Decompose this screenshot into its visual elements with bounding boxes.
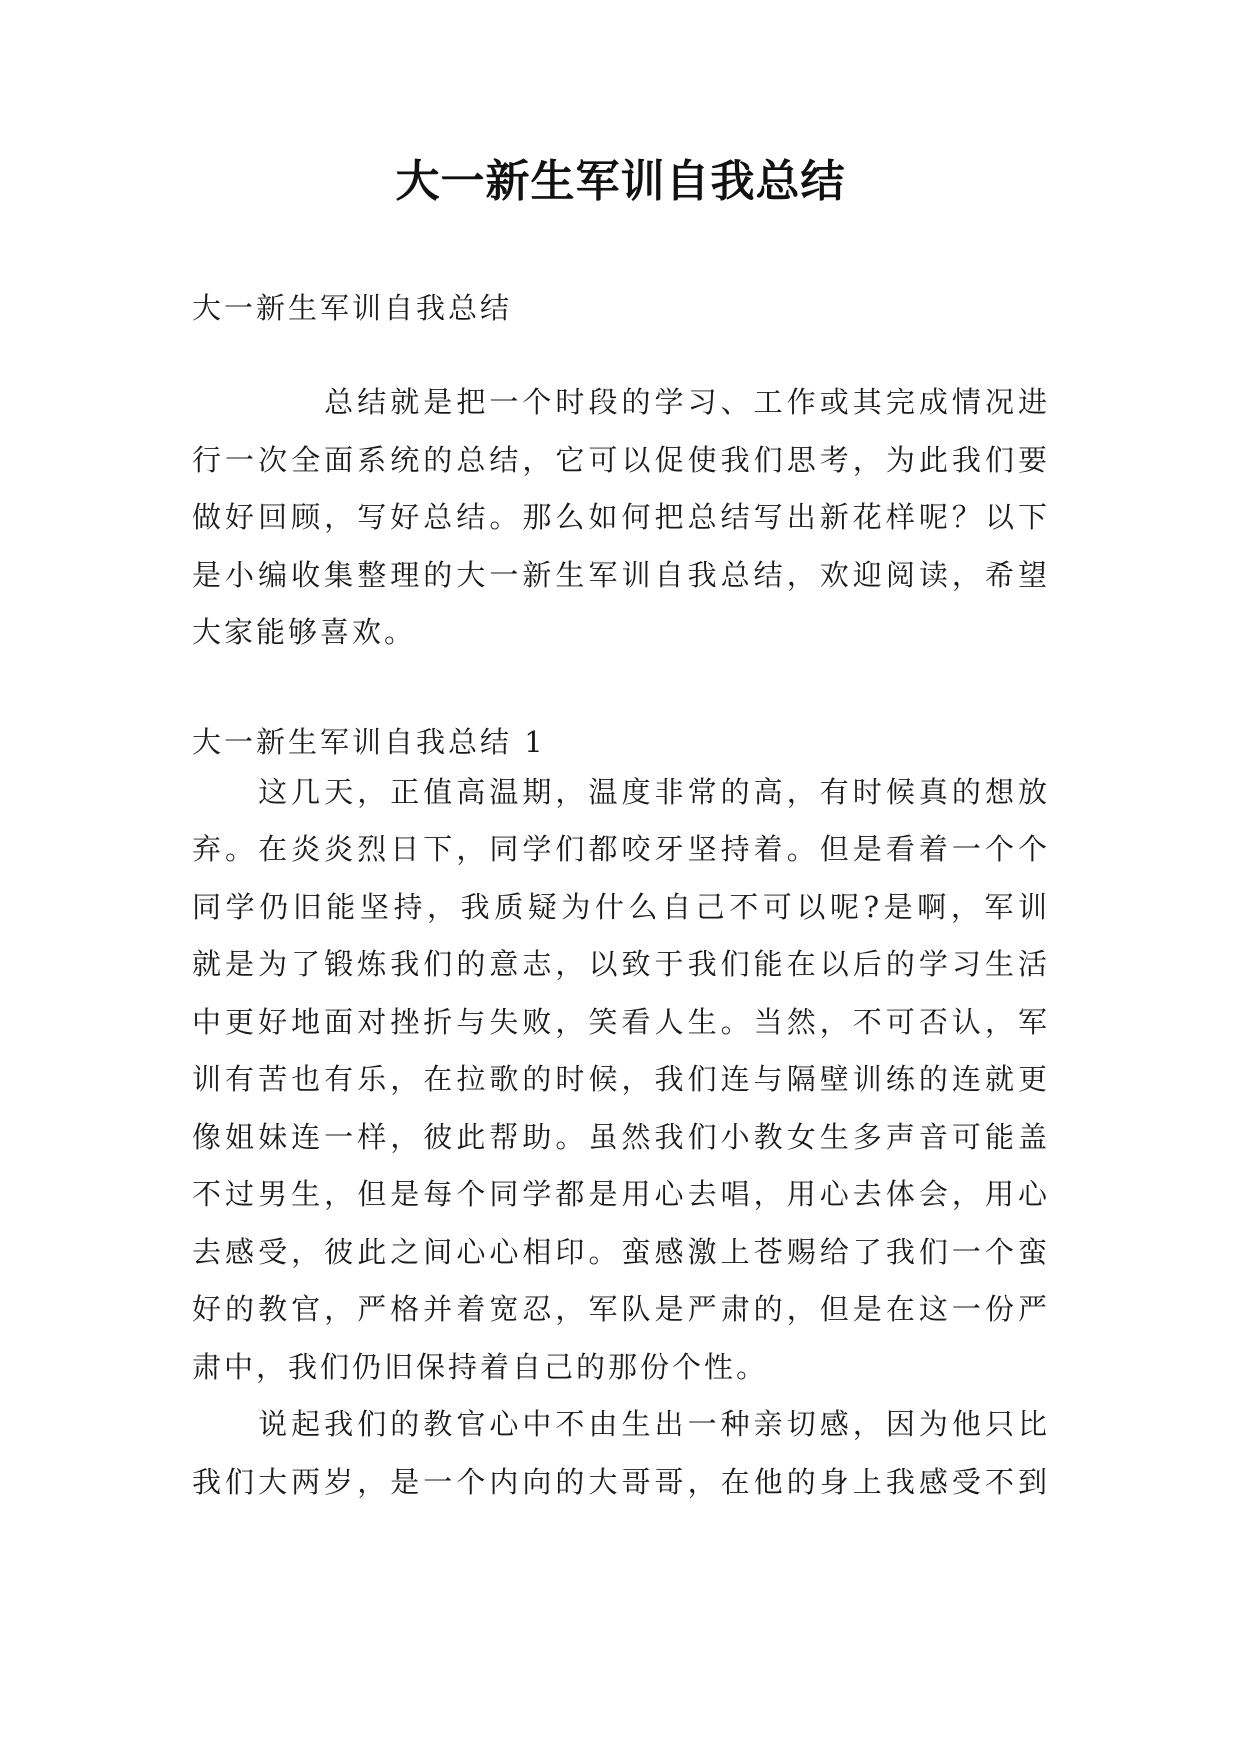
paragraph-line: 这几天，正值高温期，温度非常的高，有时候真的想放 [192,774,1050,809]
paragraph-line: 弃。在炎炎烈日下，同学们都咬牙坚持着。但是看着一个个 [192,832,1050,866]
paragraph-line: 像姐妹连一样，彼此帮助。虽然我们小教女生多声音可能盖 [192,1119,1050,1154]
intro-line: 大家能够喜欢。 [192,615,417,649]
paragraph-line: 我们大两岁，是一个内向的大哥哥，在他的身上我感受不到 [192,1464,1050,1499]
body-paragraph-2 [192,1396,1050,1511]
paragraph-line: 训有苦也有乐，在拉歌的时候，我们连与隔壁训练的连就更 [192,1062,1050,1096]
intro-paragraph [192,374,1050,662]
body-paragraph-1 [192,764,1050,1397]
intro-line: 做好回顾，写好总结。那么如何把总结写出新花样呢？以下 [192,500,1050,534]
paragraph-line: 说起我们的教官心中不由生出一种亲切感，因为他只比 [192,1407,1050,1441]
paragraph-line: 就是为了锻炼我们的意志，以致于我们能在以后的学习生活 [192,947,1050,981]
paragraph-line: 中更好地面对挫折与失败，笑看人生。当然，不可否认，军 [192,1004,1050,1039]
section-heading: 大一新生军训自我总结 1 [192,724,546,759]
intro-line: 行一次全面系统的总结，它可以促使我们思考，为此我们要 [192,442,1050,477]
paragraph-line: 好的教官，严格并着宽忍，军队是严肃的，但是在这一份严 [192,1292,1050,1326]
document-subtitle: 大一新生军训自我总结 [192,291,513,325]
paragraph-line: 去感受，彼此之间心心相印。蛮感激上苍赐给了我们一个蛮 [192,1234,1050,1269]
paragraph-line: 不过男生，但是每个同学都是用心去唱，用心去体会，用心 [192,1177,1050,1211]
document-body [192,288,1050,1511]
intro-line: 是小编收集整理的大一新生军训自我总结，欢迎阅读，希望 [192,557,1050,592]
intro-line: 总结就是把一个时段的学习、工作或其完成情况进 [192,385,1050,419]
document-title: 大一新生军训自我总结 [395,156,846,207]
paragraph-line: 肃中，我们仍旧保持着自己的那份个性。 [192,1349,769,1384]
paragraph-line: 同学仍旧能坚持，我质疑为什么自己不可以呢?是啊，军训 [192,889,1050,924]
